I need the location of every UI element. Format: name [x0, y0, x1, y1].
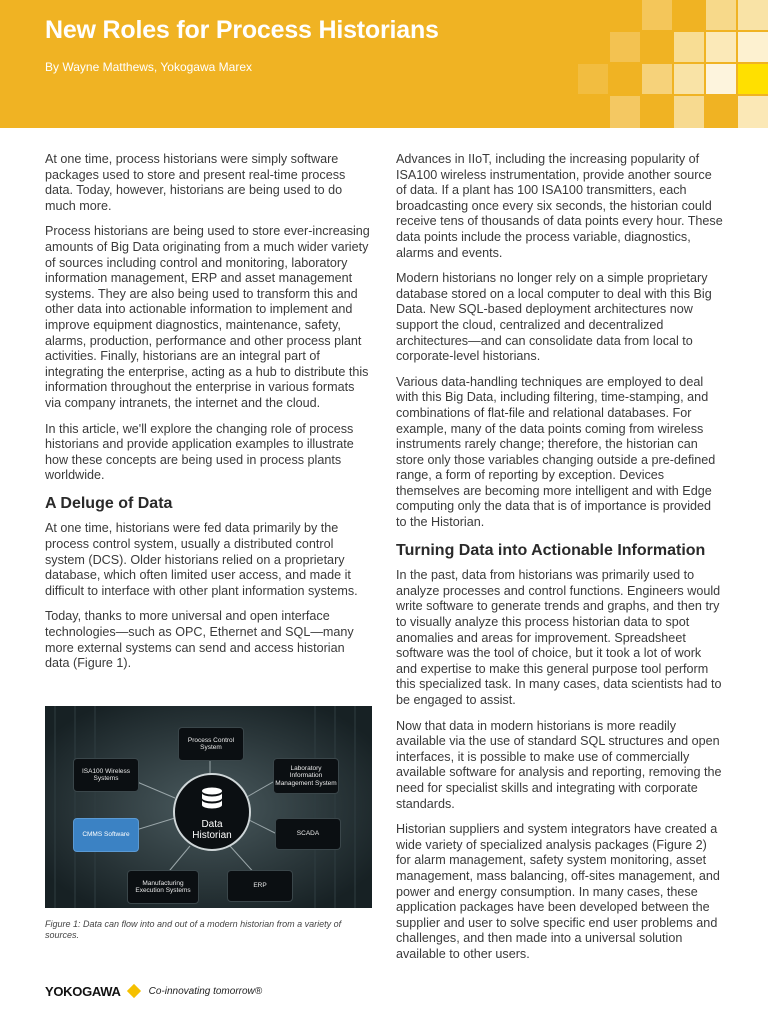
decorative-square: [610, 32, 640, 62]
decorative-square: [738, 96, 768, 128]
decorative-square: [674, 32, 704, 62]
node-process-control: Process Control System: [178, 727, 244, 761]
decorative-square: [674, 96, 704, 128]
figure-caption: Figure 1: Data can flow into and out of a modern historian from a variety of sources.: [45, 919, 342, 940]
paragraph: In the past, data from historians was primarily used to analyze processes and control functions. Engineers would write software to generate trends and graphs, and then try to visually analyze this process historian data to spot anomalies and areas for improvement. Spreadsheet software was the tool of choice, but it took a lot of work and expertise to make this general purpose tool perform this specialized task. In many cases, data scientists had to be engaged to assist.: [396, 568, 722, 707]
paragraph: Now that data in modern historians is more readily available via the use of standard SQL structures and open interfaces, it is possible to make use of commercially available software for analysis and reporting, removing the need for specialist skills and integrating with corporate standards.: [396, 718, 722, 811]
hub-label-line1: Data: [201, 819, 223, 830]
paragraph: Today, thanks to more universal and open interface technologies—such as OPC, Ethernet and SQL—many more external systems can send and access historian data (Figure 1).: [45, 609, 354, 671]
decorative-square: [706, 0, 736, 30]
decorative-square: [738, 0, 768, 30]
hub-label-line2: Historian: [192, 830, 232, 841]
node-isa100: ISA100 Wireless Systems: [73, 758, 139, 792]
paragraph: Advances in IIoT, including the increasing popularity of ISA100 wireless instrumentation, provide another source of data. If a plant has 100 ISA100 transmitters, each broadcasting once every six seconds, the historian could receive tens of thousands of data points every hour. These data points include the process variable, diagnostics, alarms and events.: [396, 152, 723, 260]
byline: By Wayne Matthews, Yokogawa Marex: [45, 60, 252, 74]
database-icon: [200, 787, 224, 813]
footer: [45, 982, 262, 1000]
paragraph: Historian suppliers and system integrators have created a wide variety of specialized analysis packages (Figure 2) for alarm management, safety system monitoring, asset management, mass balancing, off-sites management, and power and energy consumption. In many cases, these application packages have been developed between the supplier and user to solve specific end user problems and challenges, and then made into a universal solution available to other users.: [396, 822, 720, 961]
paragraph: At one time, process historians were simply software packages used to store and present real-time process data. Today, however, historians are being used to do much more.: [45, 152, 346, 213]
hub-label: [175, 819, 249, 841]
decorative-square: [674, 64, 704, 94]
paragraph: At one time, historians were fed data primarily by the process control system, usually a distributed control system (DCS). Older historians relied on a proprietary database, which often limited user access, and made it difficult to interface with other plant information systems.: [45, 521, 358, 598]
yokogawa-logo: YOKOGAWA: [45, 983, 121, 999]
decorative-square: [706, 32, 736, 62]
node-lims: Laboratory Information Management System: [273, 758, 339, 794]
left-column: [45, 152, 371, 682]
section-heading: Turning Data into Actionable Information: [396, 541, 706, 559]
node-erp: ERP: [227, 870, 293, 902]
figure-diagram: [45, 706, 372, 908]
paragraph: Modern historians no longer rely on a simple proprietary database stored on a local computer to deal with this Big Data. New SQL-based deployment architectures now support the cloud, centralized and decentralized architectures—and can consolidate data from local to corporate-level historians.: [396, 271, 712, 364]
decorative-square: [610, 96, 640, 128]
page-title: New Roles for Process Historians: [45, 16, 439, 44]
decorative-square: [578, 64, 608, 94]
hub-data-historian: [173, 773, 251, 851]
diamond-icon: [127, 984, 141, 998]
decorative-square: [738, 32, 768, 62]
paragraph: Various data-handling techniques are employed to deal with this Big Data, including filtering, time-stamping, and combinations of flat-file and relational databases. For example, many of the data points coming from wireless instruments rarely change; therefore, the historian can store only those variables changing outside a pre-defined range, a form of reporting by exception. Devices themselves are becoming more intelligent and with Edge computing only the data that is of importance is provided to the Historian.: [396, 374, 716, 530]
decorative-square: [738, 64, 768, 94]
decorative-square: [642, 64, 672, 94]
right-column: [396, 152, 724, 973]
paragraph: Process historians are being used to store ever-increasing amounts of Big Data originating from a much wider variety of sources including control and monitoring, laboratory information management, ERP and asset management systems. They are also being used to transform this and other data into actionable information to implement and improve equipment diagnostics, maintenance, safety, alarms, production, performance and other process plant activities. Finally, historians are an integral part of integrating the enterprise, acting as a hub to distribute this information throughout the enterprise in various formats via company intranets, the internet and the cloud.: [45, 224, 370, 410]
tagline: Co-innovating tomorrow®: [148, 985, 263, 997]
paragraph: In this article, we'll explore the changing role of process historians and provide application examples to illustrate how these concepts are being used in process plants worldwide.: [45, 421, 354, 483]
node-mes: Manufacturing Execution Systems: [127, 870, 199, 904]
decorative-square: [706, 64, 736, 94]
header-banner: [0, 0, 768, 128]
node-cmms: CMMS Software: [73, 818, 139, 852]
decorative-square: [642, 0, 672, 30]
node-scada: SCADA: [275, 818, 341, 850]
section-heading: A Deluge of Data: [45, 494, 173, 512]
